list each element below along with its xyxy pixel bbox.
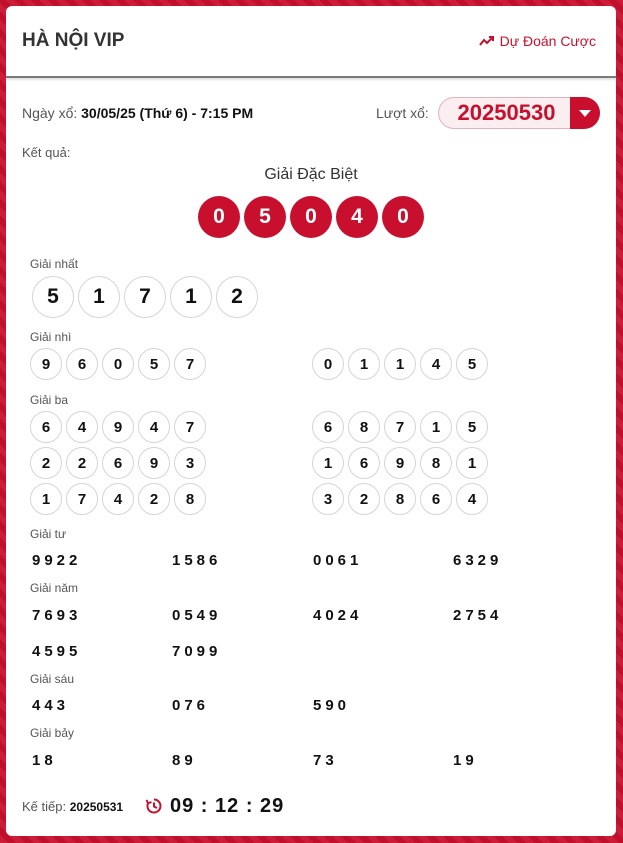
special-ball: 0 [382,196,424,238]
countdown-timer: 09 : 12 : 29 [170,795,285,817]
ball: 0 [312,348,344,380]
ball: 7 [66,483,98,515]
third-prize-number [312,483,488,515]
seventh-prize-label: Giải bảy [30,726,75,740]
seventh-prize-number: 73 [313,752,338,769]
page-title: HÀ NỘI VIP [22,30,125,51]
ball: 9 [30,348,62,380]
card-header [6,6,616,78]
fifth-prize-number: 4024 [313,607,363,624]
ball: 3 [174,447,206,479]
first-ball: 1 [78,276,120,318]
third-prize-label: Giải ba [30,393,69,407]
special-prize-label: Giải Đặc Biệt [264,166,358,183]
ball: 2 [30,447,62,479]
ball: 5 [138,348,170,380]
ball: 2 [66,447,98,479]
second-prize-number [30,348,206,380]
seventh-prize-number: 89 [172,752,197,769]
result-label: Kết quả: [22,145,71,160]
third-prize-number [312,411,488,443]
draw-date-value: 30/05/25 (Thứ 6) - 7:15 PM [81,105,254,121]
ball: 3 [312,483,344,515]
fifth-prize-number: 0549 [172,607,222,624]
ball: 6 [102,447,134,479]
fifth-prize-number: 7693 [32,607,82,624]
ball: 9 [102,411,134,443]
fifth-prize-number: 4595 [32,643,82,660]
ball: 5 [456,348,488,380]
ball: 1 [456,447,488,479]
ball: 7 [174,348,206,380]
sixth-prize-label: Giải sáu [30,672,75,686]
special-ball: 0 [198,196,240,238]
ball: 0 [102,348,134,380]
draw-date-label: Ngày xổ: [22,105,78,121]
predict-label: Dự Đoán Cược [499,33,596,49]
fifth-prize-number: 2754 [453,607,503,624]
first-ball: 7 [124,276,166,318]
next-draw [22,799,123,814]
first-ball: 5 [32,276,74,318]
ball: 1 [420,411,452,443]
ball: 4 [138,411,170,443]
predict-link[interactable] [479,33,596,49]
chevron-down-icon[interactable] [570,97,600,129]
ball: 4 [420,348,452,380]
first-ball: 2 [216,276,258,318]
ball: 6 [420,483,452,515]
fifth-prize-number: 7099 [172,643,222,660]
ball: 4 [66,411,98,443]
ball: 6 [312,411,344,443]
turn-label: Lượt xổ: [376,105,429,121]
third-prize-number [30,483,206,515]
seventh-prize-number: 18 [32,752,57,769]
ball: 1 [312,447,344,479]
next-draw-label: Kế tiếp: [22,799,67,814]
ball: 9 [384,447,416,479]
special-ball: 4 [336,196,378,238]
trend-line-icon [479,35,495,47]
sixth-prize-number: 590 [313,697,351,714]
result-card [6,6,616,836]
next-draw-turn: 20250531 [69,800,124,814]
ball: 5 [456,411,488,443]
clock-refresh-icon [145,797,163,815]
ball: 6 [66,348,98,380]
sixth-prize-number: 076 [172,697,210,714]
ball: 9 [138,447,170,479]
ball: 7 [174,411,206,443]
ball: 7 [384,411,416,443]
first-prize-balls [32,276,258,318]
fourth-prize-number: 9922 [32,552,82,569]
third-prize-number [312,447,488,479]
ball: 2 [138,483,170,515]
sixth-prize-number: 443 [32,697,70,714]
fourth-prize-label: Giải tư [30,527,67,541]
ball: 1 [384,348,416,380]
ball: 1 [30,483,62,515]
first-prize-label: Giải nhất [30,257,79,271]
ball: 8 [174,483,206,515]
ball: 4 [102,483,134,515]
turn-select[interactable] [438,97,600,129]
third-prize-number [30,447,206,479]
second-prize-label: Giải nhì [30,330,72,344]
draw-date [22,105,253,121]
ball: 6 [348,447,380,479]
ball: 8 [348,411,380,443]
special-ball: 0 [290,196,332,238]
seventh-prize-number: 19 [453,752,478,769]
first-ball: 1 [170,276,212,318]
fourth-prize-number: 6329 [453,552,503,569]
ball: 8 [420,447,452,479]
ball: 6 [30,411,62,443]
ball: 4 [456,483,488,515]
special-ball: 5 [244,196,286,238]
ball: 2 [348,483,380,515]
second-prize-number [312,348,488,380]
fourth-prize-number: 1586 [172,552,222,569]
ball: 8 [384,483,416,515]
ball: 1 [348,348,380,380]
fourth-prize-number: 0061 [313,552,363,569]
special-prize-balls [6,196,616,238]
fifth-prize-label: Giải năm [30,581,79,595]
third-prize-number [30,411,206,443]
turn-value: 20250530 [457,100,556,125]
